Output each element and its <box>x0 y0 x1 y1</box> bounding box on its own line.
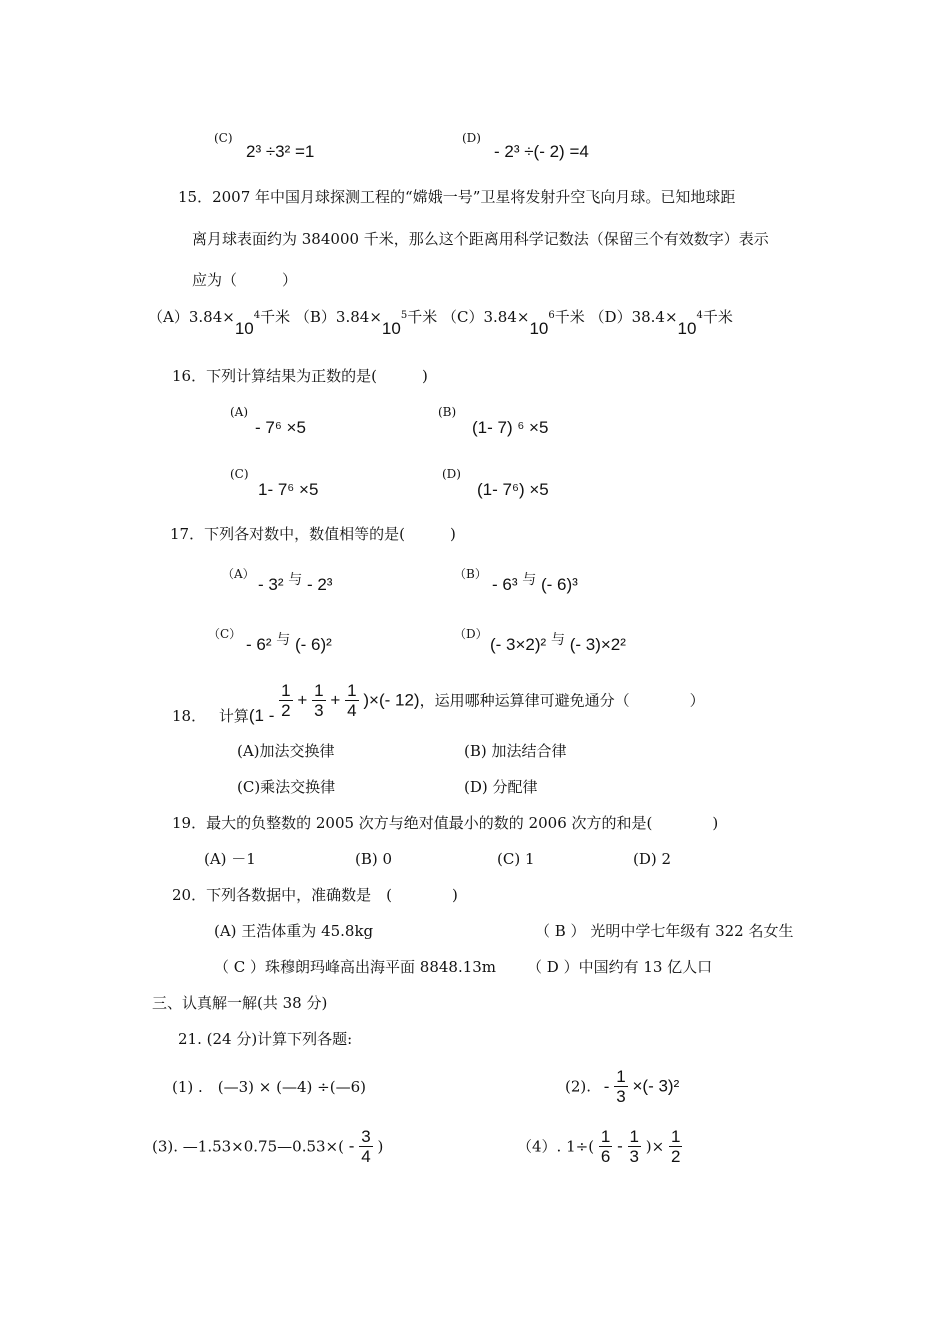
q15-line3: 应为（ ） <box>192 271 298 289</box>
q21-part4: （4）. 1÷( $\frac{1}{6}$ - $\frac{1}{3}$ )× $\frac{1}{2}$ <box>517 1127 681 1166</box>
q21-part3: (3). —1.53×0.75—0.53×( - $\frac{3}{4}$ ) <box>152 1127 384 1166</box>
q16-d-expr: (1- 7⁶) ×5 <box>477 480 549 499</box>
q16-b-label: (B) <box>438 405 457 419</box>
q16-b-expr: (1- 7) ⁶ ×5 <box>472 418 549 437</box>
q20-opt-d: （ D ）中国约有 13 亿人口 <box>527 958 713 976</box>
q19-opt-c: (C) 1 <box>497 850 535 868</box>
q17-c-label: （C） <box>208 627 242 641</box>
q15-line1: 15．2007 年中国月球探测工程的“嫦娥一号”卫星将发射升空飞向月球。已知地球距 <box>178 188 736 206</box>
q21-stem: 21. (24 分)计算下列各题: <box>178 1030 353 1048</box>
q20-opt-c: （ C ）珠穆朗玛峰高出海平面 8848.13m <box>214 958 497 976</box>
q16-a-expr: - 7⁶ ×5 <box>255 418 306 437</box>
q14-d-expr: - 2³ ÷(- 2) =4 <box>494 142 589 161</box>
q17-d-expr: (- 3×2)² $^与$ (- 3)×2² <box>490 631 626 654</box>
q19-opt-b: (B) 0 <box>355 850 393 868</box>
q14-c-expr: 2³ ÷3² =1 <box>246 142 315 161</box>
q15-line2: 离月球表面约为 384000 千米，那么这个距离用科学记数法（保留三个有效数字）表示 <box>192 230 769 248</box>
q17-b-label: （B） <box>454 567 487 581</box>
q17-a-expr: - 3² $^与$ - 2³ <box>258 571 333 594</box>
q14-d-label: (D) <box>462 131 481 145</box>
q18-line: 18． 计算(1 - $\frac{1}{2}$ + $\frac{1}{3}$ + $\frac{1}{4}$ )×(- 12)，运用哪种运算律可避免通分（ ） <box>172 681 705 725</box>
q16-a-label: (A) <box>230 405 249 419</box>
q20-opt-b: （ B ） 光明中学七年级有 322 名女生 <box>535 922 794 940</box>
q15-option-c: $(C)3.84\times 10^6$千米 <box>442 308 585 338</box>
q14-c-label: (C) <box>214 131 233 145</box>
q19-opt-a: (A) －1 <box>204 850 256 868</box>
q18-frac-3: $\frac{1}{4}$ <box>347 681 357 720</box>
q19-stem: 19．最大的负整数的 2005 次方与绝对值最小的数的 2006 次方的和是( ) <box>172 814 719 832</box>
q20-opt-a: (A) 王浩体重为 45.8kg <box>214 922 374 940</box>
q20-stem: 20．下列各数据中，准确数是 ( ) <box>172 886 458 904</box>
q15-option-b: $(B)3.84\times 10^5$千米 <box>294 308 438 338</box>
q16-c-label: (C) <box>230 467 249 481</box>
q18-frac-2: $\frac{1}{3}$ <box>314 681 324 720</box>
q16-c-expr: 1- 7⁶ ×5 <box>258 480 319 499</box>
q16-stem: 16．下列计算结果为正数的是( ) <box>172 367 428 385</box>
q16-d-label: (D) <box>442 467 461 481</box>
q18-opt-a: (A)加法交换律 <box>237 742 335 760</box>
q21-part2: (2). - $\frac{1}{3}$ ×(- 3)² <box>565 1067 680 1106</box>
q17-a-label: （A） <box>222 567 255 581</box>
q21-part1: (1) . (—3) × (—4) ÷(—6) <box>172 1078 366 1096</box>
q17-d-label: （D） <box>454 627 488 641</box>
q15-options <box>148 308 733 338</box>
q17-stem: 17．下列各对数中，数值相等的是( ) <box>170 525 456 543</box>
q15-option-a: $(A)3.84\times 10^4$千米 <box>148 308 291 338</box>
q18-frac-1: $\frac{1}{2}$ <box>281 681 291 720</box>
q18-opt-c: (C)乘法交换律 <box>237 778 336 796</box>
section3-title: 三、认真解一解(共 38 分) <box>152 994 328 1012</box>
q19-opt-d: (D) 2 <box>633 850 672 868</box>
q15-option-d: $(D)38.4\times 10^4$千米 <box>589 308 733 338</box>
q18-opt-d: (D) 分配律 <box>464 778 538 796</box>
q17-b-expr: - 6³ $^与$ (- 6)³ <box>492 571 578 594</box>
q17-c-expr: - 6² $^与$ (- 6)² <box>246 631 332 654</box>
q18-opt-b: (B) 加法结合律 <box>464 742 567 760</box>
